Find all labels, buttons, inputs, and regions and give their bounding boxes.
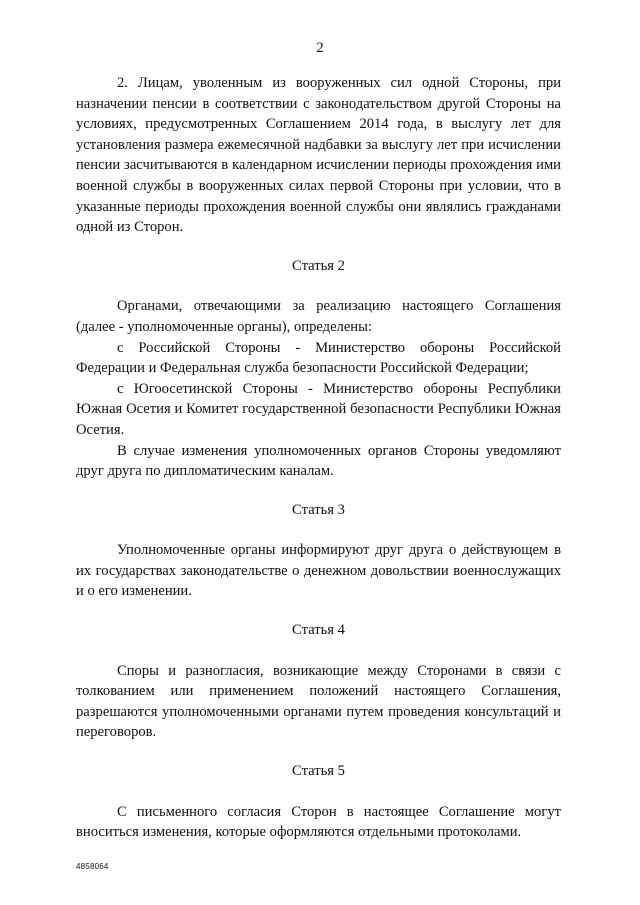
article-2-paragraph-2: с Российской Стороны - Министерство обороны Российской Федерации и Федеральная служба безопасности Российской Федерации;	[76, 339, 561, 377]
article-3-heading: Статья 3	[292, 501, 345, 518]
article-2-paragraph-4: В случае изменения уполномоченных органов Стороны уведомляют друг друга по дипломатическим каналам.	[76, 442, 561, 480]
article-2-paragraph-1: Органами, отвечающими за реализацию настоящего Соглашения (далее - уполномоченные органы), определены:	[76, 298, 561, 335]
document-body	[76, 73, 561, 843]
article-2-paragraph-3: с Югоосетинской Стороны - Министерство обороны Республики Южная Осетия и Комитет государственной безопасности Республики Южная Осетия.	[76, 380, 561, 438]
article-5-paragraph-1: С письменного согласия Сторон в настоящее Соглашение могут вноситься изменения, которые оформляются отдельными протоколами.	[76, 803, 561, 841]
article-4-paragraph-1: Споры и разногласия, возникающие между Сторонами в связи с толкованием или применением положений настоящего Соглашения, разрешаются уполномоченными органами путем проведения консультаций и переговоров.	[76, 662, 561, 741]
page-number: 2	[316, 40, 324, 56]
article-2-heading: Статья 2	[292, 257, 345, 274]
document-code: 4858064	[76, 862, 109, 871]
article-5-heading: Статья 5	[292, 763, 345, 780]
article-3-paragraph-1: Уполномоченные органы информируют друг друга о действующем в их государствах законодательстве о денежном довольствии военнослужащих и о его изменении.	[76, 542, 561, 600]
intro-paragraph: 2. Лицам, уволенным из вооруженных сил одной Стороны, при назначении пенсии в соответствии с законодательством другой Стороны на условиях, предусмотренных Соглашением 2014 года, в выслугу лет для установления размера ежемесячной надбавки за выслугу лет при исчислении пенсии засчитываются в календарном исчислении периоды прохождения ими военной службы в вооруженных силах первой Стороны при условии, что в указанные периоды прохождения военной службы они являлись гражданами одной из Сторон.	[76, 75, 561, 236]
article-4-heading: Статья 4	[292, 622, 345, 639]
